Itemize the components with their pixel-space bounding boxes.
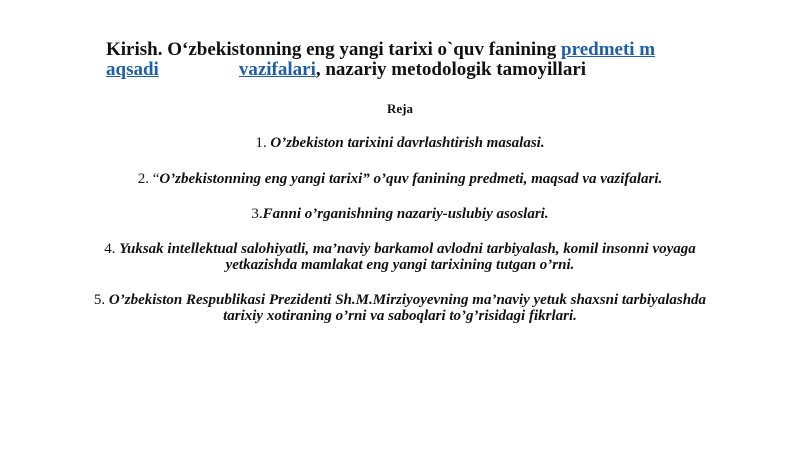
plan-item-number: 5. xyxy=(93,292,109,308)
plan-item-text: O’zbekiston tarixini davrlashtirish masalasi. xyxy=(270,135,545,151)
title-link-vazifalari[interactable]: vazifalari xyxy=(238,59,316,80)
title-text-end: , nazariy metodologik tamoyillari xyxy=(315,59,587,80)
plan-item-text: O’zbekistonning eng yangi tarixi” o’quv fanining predmeti, maqsad va vazifalari. xyxy=(159,171,663,187)
plan-item-1 xyxy=(90,135,710,151)
plan-item-3 xyxy=(90,206,710,222)
plan-item-text: Yuksak intellektual salohiyatli, ma’naviy barkamol avlodni tarbiyalash, komil insonni voyaga yetkazishda mamlakat eng yangi tarixining tutgan o’rni. xyxy=(119,241,696,273)
title-link-predmeti[interactable]: predmeti m aqsadi xyxy=(106,39,656,80)
plan-heading: Reja xyxy=(387,101,413,116)
plan-item-5 xyxy=(90,292,710,324)
plan-item-text: O’zbekiston Respublikasi Prezidenti Sh.M.Mirziyoyevning ma’naviy yetuk shaxsni tarbiyalashda tarixiy xotiraning o’rni va saboqlari to’g’risidagi fikrlari. xyxy=(108,292,707,324)
plan-item-2 xyxy=(90,171,710,187)
plan-item-number: 3. xyxy=(251,206,263,222)
plan-item-number: 1. xyxy=(255,135,271,151)
plan-item-text: Fanni o’rganishning nazariy-uslubiy asoslari. xyxy=(262,206,549,222)
slide-title xyxy=(106,40,706,80)
title-text: Kirish. O‘zbekistonning eng yangi tarixi o`quv fanining xyxy=(106,39,562,60)
plan-item-number: 2. “ xyxy=(137,171,160,187)
plan-item-4 xyxy=(90,241,710,273)
plan-item-number: 4. xyxy=(104,241,120,257)
